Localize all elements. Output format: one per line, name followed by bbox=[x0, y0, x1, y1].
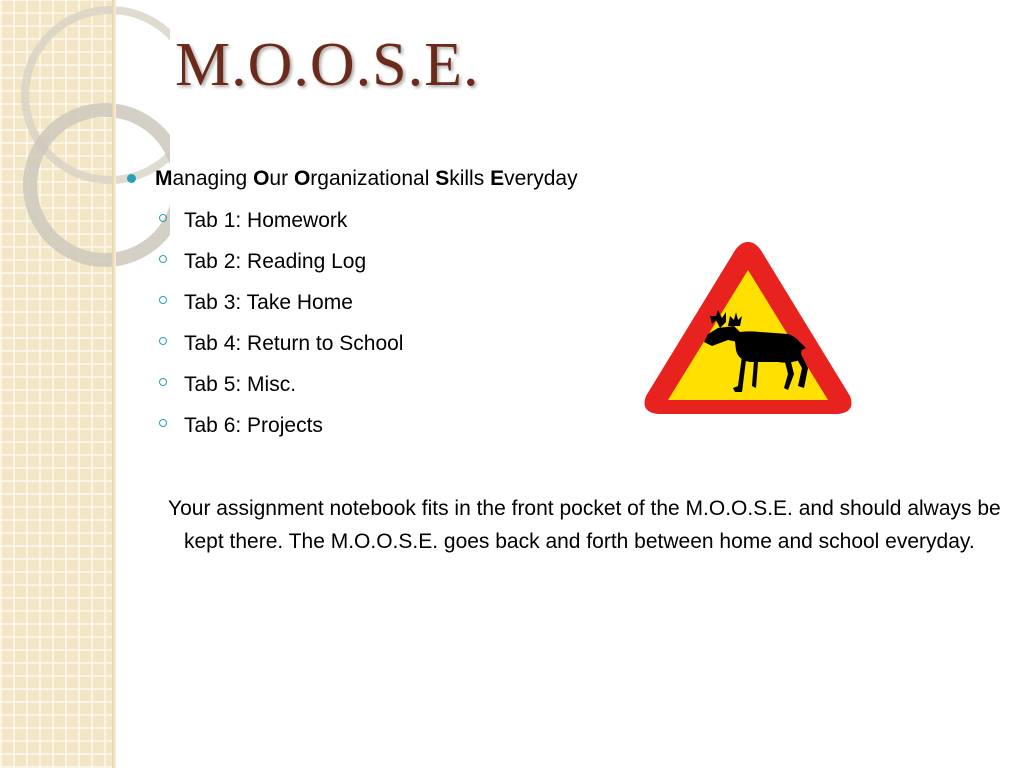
acronym-word: veryday bbox=[504, 167, 578, 190]
acronym-initial: O bbox=[253, 167, 270, 190]
tab-list-item bbox=[125, 364, 1005, 405]
tab-label: Tab 2: Reading Log bbox=[184, 250, 367, 273]
tab-label: Tab 4: Return to School bbox=[184, 332, 404, 355]
tab-label: Tab 3: Take Home bbox=[184, 291, 353, 314]
sub-bullet-icon bbox=[159, 214, 167, 222]
tab-list-item bbox=[125, 200, 1005, 241]
tab-list bbox=[125, 200, 1005, 446]
moose-warning-sign-icon bbox=[638, 236, 858, 420]
tab-label: Tab 6: Projects bbox=[184, 414, 323, 437]
acronym-initial: E bbox=[490, 167, 505, 190]
sub-bullet-icon bbox=[159, 255, 167, 263]
sidebar-edge bbox=[112, 0, 116, 768]
tab-label: Tab 5: Misc. bbox=[184, 373, 297, 396]
acronym-word: ur bbox=[269, 167, 294, 190]
sub-bullet-icon bbox=[159, 337, 167, 345]
acronym-initial: S bbox=[435, 167, 450, 190]
tab-label: Tab 1: Homework bbox=[184, 209, 348, 232]
acronym-word: rganizational bbox=[310, 167, 436, 190]
acronym-word: kills bbox=[449, 167, 491, 190]
acronym-initial: M bbox=[155, 167, 173, 190]
slide-content bbox=[125, 160, 1005, 446]
tab-list-item bbox=[125, 241, 1005, 282]
slide-title: M.O.O.S.E. bbox=[175, 31, 480, 99]
acronym-bullet bbox=[125, 160, 1005, 200]
notebook-note: Your assignment notebook fits in the front pocket of the M.O.O.S.E. and should always be kept there. The M.O.O.S.E. goes back and forth between home and school everyday. bbox=[168, 497, 1001, 553]
acronym-initial: O bbox=[293, 167, 311, 190]
acronym-word: anaging bbox=[172, 167, 254, 190]
tab-list-item bbox=[125, 282, 1005, 323]
decorative-sidebar bbox=[0, 0, 115, 768]
sub-bullet-icon bbox=[159, 419, 167, 427]
sub-bullet-icon bbox=[159, 378, 167, 386]
acronym-text bbox=[155, 167, 578, 190]
bullet-dot-icon bbox=[127, 174, 136, 183]
sub-bullet-icon bbox=[159, 296, 167, 304]
tab-list-item bbox=[125, 405, 1005, 446]
tab-list-item bbox=[125, 323, 1005, 364]
